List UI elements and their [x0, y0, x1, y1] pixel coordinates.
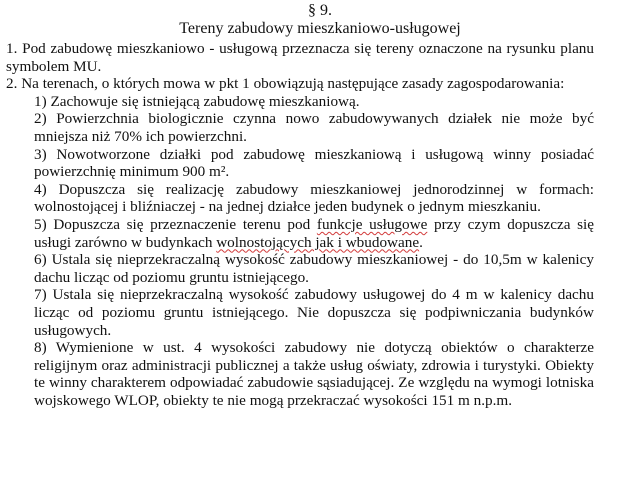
rule-item-1: 1) Zachowuje się istniejącą zabudowę mieszkaniową. — [34, 92, 360, 110]
paragraph-1: 1. Pod zabudowę mieszkaniowo - usługową przeznacza się tereny oznaczone na rysunku planu symbolem MU. — [6, 40, 594, 75]
rule-item-8: 8) Wymienione w ust. 4 wysokości zabudowy nie dotyczą obiektów o charakterze religijnym oraz administracji publicznej a także usług oświaty, zdrowia i turystyki. Obiekty te winny charakterem odpowiadać zabudowie sąsiadującej. Ze względu na wymogi lotniska wojskowego WLOP, obiekty te nie mogą przekraczać wysokości 151 m n.p.m. — [34, 339, 594, 409]
rule-item-5 — [6, 216, 594, 251]
spellcheck-highlight-1: funkcje usługowe — [316, 215, 428, 233]
rule-item-6: 6) Ustala się nieprzekraczalną wysokość zabudowy mieszkaniowej - do 10,5m w kalenicy dachu licząc od poziomu gruntu istniejącego. — [34, 251, 594, 286]
rule-item-5-text-after: . — [419, 233, 423, 251]
paragraph-2: 2. Na terenach, o których mowa w pkt 1 obowiązują następujące zasady zagospodarowania: — [6, 75, 565, 93]
rule-item-3: 3) Nowotworzone działki pod zabudowę mieszkaniową i usługową winny posiadać powierzchnię minimum 900 m². — [34, 145, 594, 181]
rule-item-7: 7) Ustala się nieprzekraczalną wysokość zabudowy usługowej do 4 m w kalenicy dachu licząc od poziomu gruntu istniejącego. Nie dopuszcza się podpiwniczania budynków usługowych. — [34, 286, 594, 339]
rule-item-2: 2) Powierzchnia biologicznie czynna nowo zabudowywanych działek nie może być mniejsza niż 70% ich powierzchni. — [34, 110, 594, 145]
rule-item-5-text-before: 5) Dopuszcza się przeznaczenie terenu pod — [34, 215, 317, 233]
section-title: Tereny zabudowy mieszkaniowo-usługowej — [179, 20, 461, 37]
section-number: § 9. — [308, 2, 332, 19]
spellcheck-highlight-2: wolnostojących jak i wbudowane — [216, 233, 420, 251]
rule-item-5-text-middle: przy czym dopuszcza się usługi zarówno w budynkach — [34, 215, 595, 251]
document-body — [6, 40, 594, 409]
rule-item-4: 4) Dopuszcza się realizację zabudowy mieszkaniowej jednorodzinnej w formach: wolnostojącej i bliźniaczej - na jednej działce jeden budynek o jednym mieszkaniu. — [34, 180, 594, 216]
